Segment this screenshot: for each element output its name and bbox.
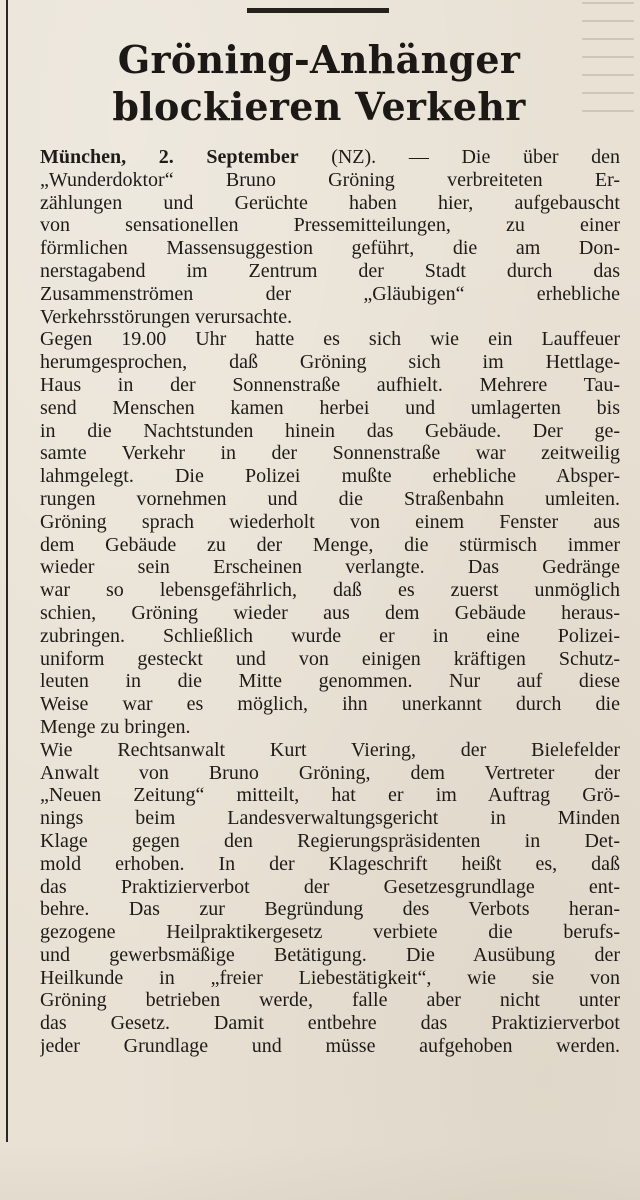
article-line: gezogene Heilpraktikergesetz verbiete die berufs-	[40, 921, 620, 944]
article-line	[40, 146, 620, 169]
article-line: das Gesetz. Damit entbehre das Praktizierverbot	[40, 1012, 620, 1035]
page-edge-shadow	[0, 1145, 640, 1200]
article-line: „Neuen Zeitung“ mitteilt, hat er im Auftrag Grö-	[40, 784, 620, 807]
article-line: Zusammenströmen der „Gläubigen“ erhebliche	[40, 282, 620, 305]
article-line: förmlichen Massensuggestion geführt, die am Don-	[40, 237, 620, 260]
article-line: Klage gegen den Regierungspräsidenten in Det-	[40, 829, 620, 852]
article-line: dem Gebäude zu der Menge, die stürmisch immer	[40, 533, 620, 556]
headline	[12, 36, 626, 130]
dateline: München, 2. September	[40, 146, 299, 168]
article-line: Wie Rechtsanwalt Kurt Viering, der Bielefelder	[40, 738, 620, 761]
article-line: nings beim Landesverwaltungsgericht in Minden	[40, 807, 620, 830]
article-line: Gröning betrieben werde, falle aber nicht unter	[40, 989, 620, 1012]
article-line: send Menschen kamen herbei und umlagerten bis	[40, 396, 620, 419]
article-line-text: (NZ). — Die über den	[298, 146, 620, 168]
article-line: Menge zu bringen.	[40, 715, 191, 738]
article-line: das Praktizierverbot der Gesetzesgrundlage ent-	[40, 875, 620, 898]
article-line: und gewerbsmäßige Betätigung. Die Ausübung der	[40, 943, 620, 966]
article-line: war so lebensgefährlich, daß es zuerst unmöglich	[40, 579, 620, 602]
article-line: Weise war es möglich, ihn unerkannt durch die	[40, 693, 620, 716]
article-body	[40, 146, 620, 1058]
headline-line-2: blockieren Verkehr	[112, 84, 526, 129]
article-line: Haus in der Sonnenstraße aufhielt. Mehrere Tau-	[40, 373, 620, 396]
article-line: nerstagabend im Zentrum der Stadt durch das	[40, 259, 620, 282]
article-line: Heilkunde in „freier Liebestätigkeit“, wie sie von	[40, 966, 620, 989]
article-line: herumgesprochen, daß Gröning sich im Hettlage-	[40, 351, 620, 374]
article-line: rungen vornehmen und die Straßenbahn umleiten.	[40, 487, 620, 510]
article-line: Anwalt von Bruno Gröning, dem Vertreter der	[40, 761, 620, 784]
article-line: schien, Gröning wieder aus dem Gebäude heraus-	[40, 601, 620, 624]
article-line: Gegen 19.00 Uhr hatte es sich wie ein Lauffeuer	[40, 328, 620, 351]
article-line: von sensationellen Pressemitteilungen, zu einer	[40, 214, 620, 237]
article-line: „Wunderdoktor“ Bruno Gröning verbreiteten Er-	[40, 168, 620, 191]
article-line: jeder Grundlage und müsse aufgehoben werden.	[40, 1035, 620, 1058]
top-rule	[247, 8, 389, 13]
article-line: zubringen. Schließlich wurde er in eine Polizei-	[40, 624, 620, 647]
article-line: Gröning sprach wiederholt von einem Fenster aus	[40, 510, 620, 533]
headline-line-1: Gröning-Anhänger	[117, 37, 521, 82]
article-line: Verkehrsstörungen verursachte.	[40, 305, 293, 328]
article-line: samte Verkehr in der Sonnenstraße war zeitweilig	[40, 442, 620, 465]
article-line: mold erhoben. In der Klageschrift heißt es, daß	[40, 852, 620, 875]
article-line: lahmgelegt. Die Polizei mußte erhebliche Absper-	[40, 465, 620, 488]
article-line: leuten in die Mitte genommen. Nur auf diese	[40, 670, 620, 693]
article-line: behre. Das zur Begründung des Verbots heran-	[40, 898, 620, 921]
article-line: zählungen und Gerüchte haben hier, aufgebauscht	[40, 191, 620, 214]
article-line: in die Nachtstunden hinein das Gebäude. Der ge-	[40, 419, 620, 442]
article-line: uniform gesteckt und von einigen kräftigen Schutz-	[40, 647, 620, 670]
article-line: wieder sein Erscheinen verlangte. Das Gedränge	[40, 556, 620, 579]
column-rule	[6, 0, 8, 1142]
